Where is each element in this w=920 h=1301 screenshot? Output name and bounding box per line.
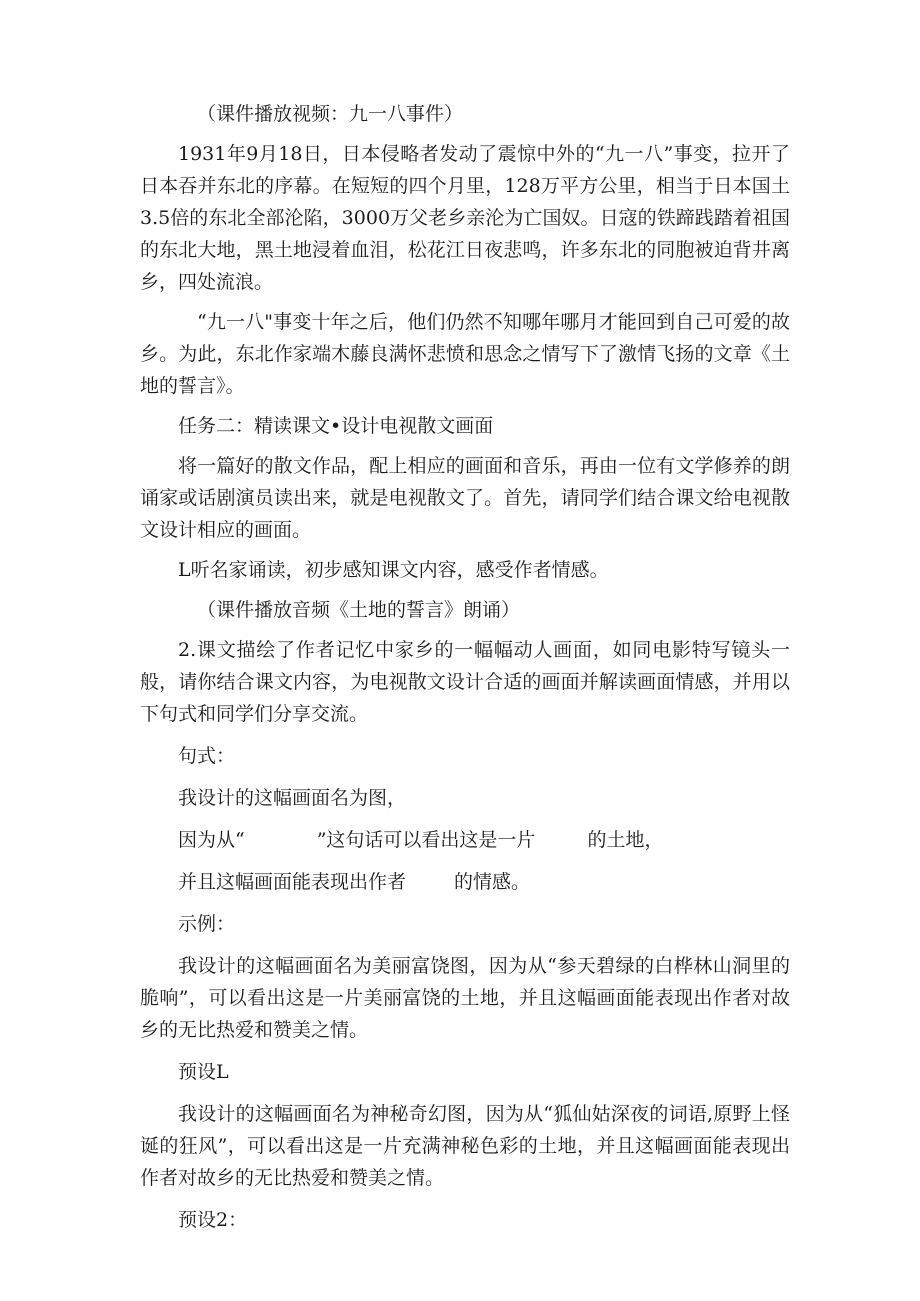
paragraph-intro: “九一八"事变十年之后，他们仍然不知哪年哪月才能回到自己可爱的故乡。为此，东北作家端木藤良满怀悲愤和思念之情写下了激情飞扬的文章《土地的誓言》。 (140, 311, 790, 397)
document-body (140, 98, 790, 1236)
preset-1-text: 我设计的这幅画面名为神秘奇幻图，因为从“狐仙姑深夜的词语,原野上怪诞的狂风”，可以看出这是一片充满神秘色彩的土地，并且这幅画面能表现出作者对故乡的无比热爱和赞美之情。 (140, 1103, 790, 1189)
pattern-line-2-part-2: ”这句话可以看出这是一片 (316, 829, 536, 851)
step-2: 2.课文描绘了作者记忆中家乡的一幅幅动人画面，如同电影特写镜头一般，请你结合课文内容，为电视散文设计合适的画面并解读画面情感，并用以下句式和同学们分享交流。 (140, 639, 790, 725)
preset-1-label: 预设L (178, 1061, 229, 1083)
pattern-line-1: 我设计的这幅画面名为图， (178, 787, 407, 809)
task-heading: 任务二：精读课文•设计电视散文画面 (178, 415, 494, 437)
pattern-line-2-part-1: 因为从“ (178, 829, 245, 851)
preset-2-label: 预设2： (178, 1209, 248, 1231)
pattern-line-3-part-1: 并且这幅画面能表现出作者 (178, 871, 407, 893)
paragraph-tv-essay: 将一篇好的散文作品，配上相应的画面和音乐，再由一位有文学修养的朗诵家或话剧演员读出来，就是电视散文了。首先，请同学们结合课文给电视散文设计相应的画面。 (140, 455, 790, 541)
step-1: L听名家诵读，初步感知课文内容，感受作者情感。 (178, 559, 609, 581)
pattern-line-2 (140, 824, 790, 856)
pattern-line-2-part-3: 的土地， (587, 829, 664, 851)
paragraph-history: 1931年9月18日，日本侵略者发动了震惊中外的“九一八”事变，拉开了日本吞并东北的序幕。在短短的四个月里，128万平方公里，相当于日本国土3.5倍的东北全部沦陷，3000万父老乡亲沦为亡国奴。日寇的铁蹄践踏着祖国的东北大地，黑土地浸着血泪，松花江日夜悲鸣，许多东北的同胞被迫背井离乡，四处流浪。 (140, 143, 790, 293)
example-label: 示例： (178, 913, 236, 935)
example-text: 我设计的这幅画面名为美丽富饶图，因为从“参天碧绿的白桦林山洞里的脆响”，可以看出这是一片美丽富饶的土地，并且这幅画面能表现出作者对故乡的无比热爱和赞美之情。 (140, 955, 790, 1041)
pattern-line-3-part-2: 的情感。 (454, 871, 531, 893)
pattern-label: 句式： (178, 745, 236, 767)
video-note: （课件播放视频：九一八事件） (197, 103, 464, 125)
pattern-line-3 (140, 866, 790, 898)
audio-note: （课件播放音频《土地的誓言》朗诵） (197, 599, 521, 621)
